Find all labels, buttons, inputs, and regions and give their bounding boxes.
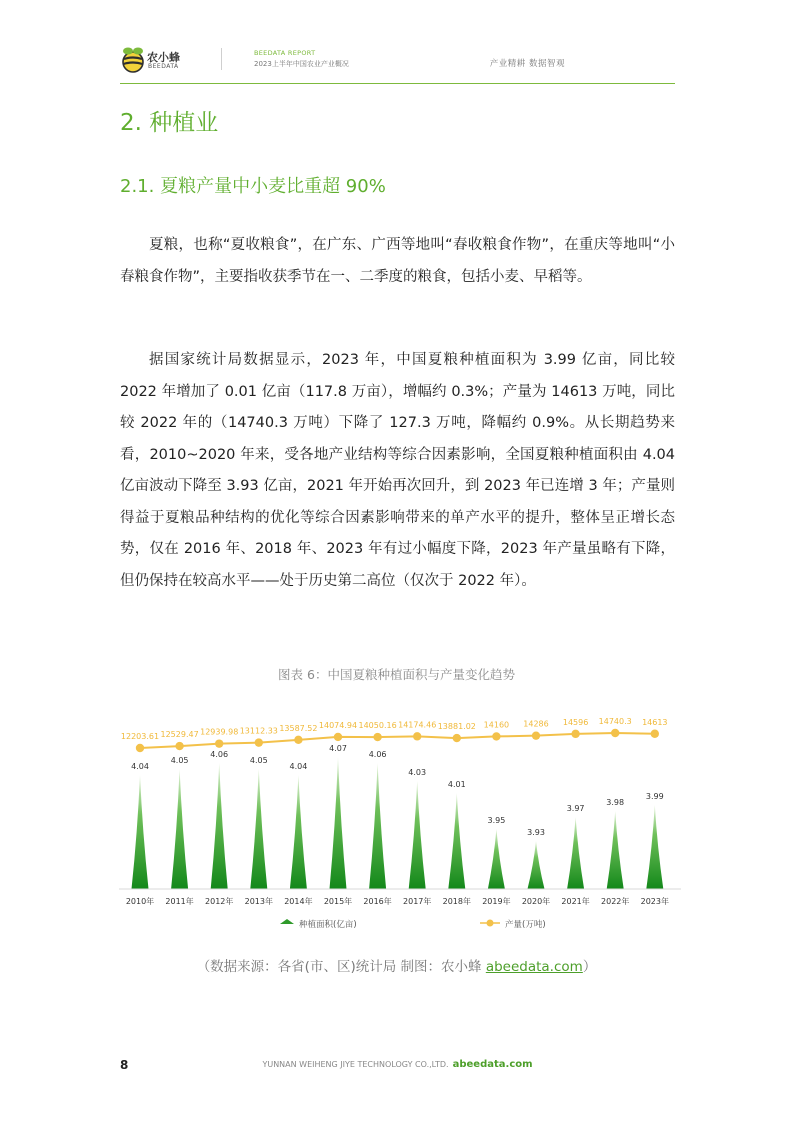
footer-site: abeedata.com <box>452 1059 533 1070</box>
page-number: 8 <box>120 1058 129 1072</box>
legend-area-label: 种植面积(亿亩) <box>299 920 357 930</box>
production-value-label: 12529.47 <box>160 730 199 740</box>
x-tick-label: 2010年 <box>125 897 155 906</box>
source-text: （数据来源：各省(市、区)统计局 制图：农小蜂 <box>196 959 486 975</box>
area-value-label: 4.05 <box>249 756 268 765</box>
area-value-label: 4.06 <box>210 750 229 759</box>
production-point <box>334 733 342 741</box>
production-value-label: 13587.52 <box>279 723 318 733</box>
production-point <box>373 733 381 741</box>
subsection-title: 2.1. 夏粮产量中小麦比重超 90% <box>120 176 386 197</box>
area-bar-2013年 <box>250 769 267 889</box>
production-point <box>255 738 263 746</box>
x-tick-label: 2018年 <box>442 897 471 906</box>
production-value-label: 13881.02 <box>437 722 476 732</box>
production-point <box>492 732 500 740</box>
production-value-label: 14174.46 <box>398 720 437 730</box>
area-bar-2019年 <box>488 829 505 889</box>
header-slogan: 产业精耕 数据智观 <box>489 59 565 69</box>
source-link[interactable]: abeedata.com <box>485 959 583 975</box>
x-tick-label: 2014年 <box>284 897 313 906</box>
source-close: ） <box>582 959 597 975</box>
production-value-label: 12203.61 <box>120 732 160 741</box>
production-point <box>215 739 223 747</box>
report-name-cn: 2023上半年中国农业产业概况 <box>254 60 349 68</box>
area-value-label: 4.05 <box>170 756 189 765</box>
area-value-label: 3.98 <box>606 798 625 807</box>
page-header <box>120 44 675 84</box>
x-tick-label: 2011年 <box>165 897 194 906</box>
production-point <box>413 732 421 740</box>
area-bar-2018年 <box>448 793 465 889</box>
logo-english-name: BEEDATA <box>148 63 179 70</box>
data-source <box>0 955 793 975</box>
production-value-label: 14160 <box>483 720 510 730</box>
production-point <box>294 736 302 744</box>
x-tick-label: 2021年 <box>561 897 590 906</box>
chart-legend <box>280 919 546 930</box>
area-bar-2020年 <box>528 841 545 889</box>
production-point <box>651 730 659 738</box>
production-value-label: 14286 <box>523 719 549 729</box>
area-value-label: 3.95 <box>487 816 506 825</box>
paragraph-statistics: 据国家统计局数据显示，2023 年，中国夏粮种植面积为 3.99 亿亩，同比较 2022 年增加了 0.01 亿亩（117.8 万亩），增幅约 0.3%；产量为 14613 万吨，同比较 2022 年的（14740.3 万吨）下降了 127.3 万吨，降幅约 0.9%。从长期趋势来看，2010~2020 年来，受各地产业结构等综合因素影响，全国夏粮种植面积由 4.04 亿亩波动下降至 3.93 亿亩，2021 年开始再次回升，到 2023 年已连增 3 年；产量则得益于夏粮品种结构的优化等综合因素影响带来的单产水平的提升，整体呈正增长态势，仅在 2016 年、2018 年、2023 年有过小幅度下降，2023 年产量虽略有下降，但仍保持在较高水平——处于历史第二高位（仅次于 2022 年）。 <box>120 352 675 589</box>
area-value-label: 4.03 <box>408 768 427 777</box>
area-bar-2023年 <box>646 805 663 889</box>
production-value-label: 14740.3 <box>598 717 632 726</box>
production-value-label: 14074.94 <box>318 720 358 730</box>
area-value-label: 4.07 <box>329 744 347 753</box>
production-value-label: 14596 <box>562 717 589 727</box>
x-tick-label: 2020年 <box>521 897 551 906</box>
production-point <box>453 734 461 742</box>
production-value-label: 14050.16 <box>358 721 397 731</box>
area-value-label: 3.93 <box>527 828 545 837</box>
production-value-label: 14613 <box>642 717 668 727</box>
area-bar-2015年 <box>330 757 347 889</box>
area-value-label: 3.97 <box>566 804 585 813</box>
area-bar-2012年 <box>211 763 228 889</box>
summer-grain-chart <box>115 705 685 937</box>
section-title: 2. 种植业 <box>120 110 219 136</box>
production-point <box>571 730 579 738</box>
area-bar-2011年 <box>171 769 188 889</box>
bee-logo-icon <box>120 46 146 74</box>
area-bar-2010年 <box>132 775 149 889</box>
legend-production-marker <box>487 920 494 927</box>
x-tick-label: 2015年 <box>323 897 353 906</box>
production-point <box>611 729 619 737</box>
x-tick-label: 2012年 <box>205 897 234 906</box>
area-bar-2016年 <box>369 763 386 889</box>
x-tick-label: 2017年 <box>403 897 432 906</box>
chart-caption: 图表 6：中国夏粮种植面积与产量变化趋势 <box>278 667 515 682</box>
production-point <box>532 731 540 739</box>
footer-company-name: YUNNAN WEIHENG JIYE TECHNOLOGY CO.,LTD. <box>262 1060 449 1069</box>
production-point <box>136 744 144 752</box>
x-tick-label: 2023年 <box>640 897 669 906</box>
area-bar-2017年 <box>409 781 426 889</box>
page-footer <box>120 1050 675 1080</box>
area-value-label: 3.99 <box>645 792 664 801</box>
legend-area-marker <box>280 919 294 924</box>
x-tick-label: 2019年 <box>482 897 511 906</box>
x-tick-label: 2016年 <box>363 897 392 906</box>
production-point <box>175 742 183 750</box>
area-value-label: 4.06 <box>368 750 387 759</box>
footer-company <box>120 1059 675 1070</box>
area-bar-2014年 <box>290 775 307 889</box>
production-value-label: 12939.98 <box>200 727 239 737</box>
header-divider <box>221 48 222 70</box>
logo-chinese-name: 农小蜂 <box>147 51 180 64</box>
area-value-label: 4.01 <box>447 780 466 789</box>
x-tick-label: 2022年 <box>601 897 630 906</box>
x-tick-label: 2013年 <box>244 897 273 906</box>
area-value-label: 4.04 <box>289 762 308 771</box>
paragraph-definition: 夏粮，也称“夏收粮食”，在广东、广西等地叫“春收粮食作物”，在重庆等地叫“小春粮食作物”，主要指收获季节在一、二季度的粮食，包括小麦、早稻等。 <box>120 237 675 285</box>
brand-logo <box>120 46 230 80</box>
area-value-label: 4.04 <box>131 762 149 771</box>
legend-production-label: 产量(万吨) <box>505 920 546 930</box>
area-bar-2021年 <box>567 817 584 889</box>
production-value-label: 13112.33 <box>239 726 278 736</box>
area-bar-2022年 <box>607 811 624 889</box>
report-name-en: BEEDATA REPORT <box>254 49 316 57</box>
